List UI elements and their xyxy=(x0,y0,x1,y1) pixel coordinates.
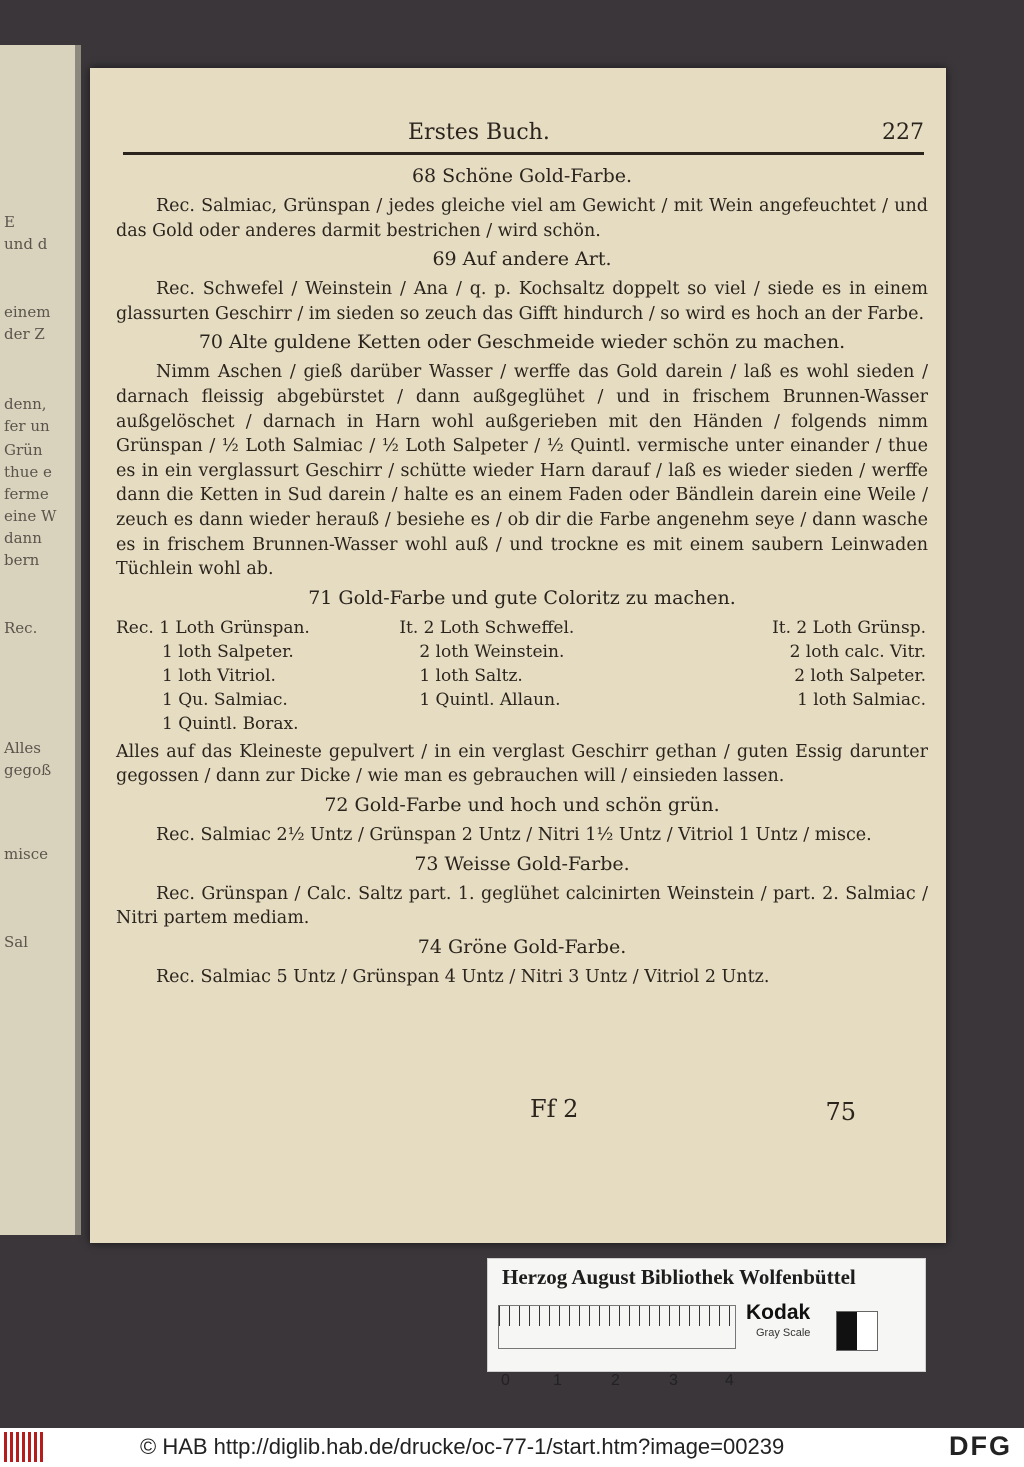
scale-number: 2 xyxy=(611,1372,620,1389)
previous-page-edge xyxy=(0,45,81,1235)
ingredient-line: It. 2 Loth Grünsp. xyxy=(772,617,926,638)
recipe-text: Alles auf das Kleineste gepulvert / in ein verglast Geschirr gethan / guten Essig darunter gegossen / dann zur Dicke / wie man es gebrauchen will / einsieden lassen. xyxy=(116,741,928,787)
recipe-heading: 72 Gold-Farbe und hoch und schön grün. xyxy=(324,793,720,816)
library-name: Herzog August Bibliothek Wolfenbüttel xyxy=(502,1265,856,1289)
ingredient-line: 1 Quintl. Allaun. xyxy=(419,689,561,710)
recipe-heading: 71 Gold-Farbe und gute Coloritz zu machen. xyxy=(308,586,736,609)
prev-fragment: gegoß xyxy=(4,761,52,779)
ingredient-line: 1 loth Saltz. xyxy=(419,665,523,686)
ingredient-line: 1 loth Vitriol. xyxy=(162,665,276,686)
recipe-heading: 70 Alte guldene Ketten oder Geschmeide wieder schön zu machen. xyxy=(198,331,846,354)
prev-fragment: dann xyxy=(4,529,42,547)
prev-fragment: fer un xyxy=(4,417,50,435)
ingredient-column xyxy=(663,616,928,736)
recipe-text: Rec. Salmiac, Grünspan / jedes gleiche viel am Gewicht / mit Wein angefeuchtet / und das Gold oder anderes darmit bestrichen / wird schön. xyxy=(116,196,928,241)
prev-fragment: Grün xyxy=(4,441,43,459)
prev-fragment: Alles xyxy=(4,739,42,757)
prev-fragment: E xyxy=(4,213,15,231)
dfg-logo: DFG xyxy=(949,1431,1012,1461)
book-page xyxy=(90,68,946,1243)
prev-fragment: misce xyxy=(4,845,48,863)
page-body xyxy=(116,160,928,989)
gray-swatch xyxy=(836,1311,878,1351)
prev-fragment: Rec. xyxy=(4,619,38,637)
scale-number: 0 xyxy=(501,1372,510,1389)
recipe-text: Nimm Aschen / gieß darüber Wasser / werffe das Gold darein / laß es wohl sieden / darnach fleissig abgebürstet / dann außgeglühet / und in frischem Brunnen-Wasser außgelöschet / darnach in Harn wohl außgerieben mit den Händen / folgends nimm Grünspan / ½ Loth Salmiac / ½ Loth Salpeter / ½ Quintl. vermische unter einander / thue es in ein verglassurt Geschirr / schütte wieder Harn darauf / laß es wieder sieden / werffe dann die Ketten in Sud darein / halte es an einem Faden oder Bändlein darein eine Weile / zeuch es dann wieder herauß / besiehe es / ob dir die Farbe angenehm seye / dann wasche es in frischem Brunnen-Wasser wohl auß / und trockne es mit einem saubern Leinwaden Tüchlein wohl ab. xyxy=(116,362,928,580)
recipe-text: Rec. Salmiac 2½ Untz / Grünspan 2 Untz / Nitri 1½ Untz / Vitriol 1 Untz / misce. xyxy=(156,824,872,845)
prev-fragment: einem xyxy=(4,303,51,321)
ingredient-line: Rec. 1 Loth Grünspan. xyxy=(116,617,310,638)
ingredient-column xyxy=(379,616,662,736)
scale-number: 3 xyxy=(669,1372,678,1389)
gray-scale-label: Gray Scale xyxy=(756,1327,811,1339)
library-color-card xyxy=(487,1258,926,1389)
prev-fragment: denn, xyxy=(4,395,47,413)
ingredient-line: 2 loth Salpeter. xyxy=(794,665,926,686)
scale-number: 1 xyxy=(553,1372,562,1389)
ingredient-line: 1 Qu. Salmiac. xyxy=(162,689,288,710)
recipe-heading: 74 Gröne Gold-Farbe. xyxy=(417,935,627,958)
catchword: 75 xyxy=(825,1098,856,1126)
source-url[interactable]: © HAB http://diglib.hab.de/drucke/oc-77-1/start.htm?image=00239 xyxy=(140,1434,785,1459)
prev-fragment: bern xyxy=(4,551,40,569)
ingredient-column xyxy=(116,616,379,736)
recipe-text: Rec. Grünspan / Calc. Saltz part. 1. geglühet calcinirten Weinstein / part. 2. Salmiac / Nitri partem mediam. xyxy=(116,883,928,929)
recipe-heading: 73 Weisse Gold-Farbe. xyxy=(414,852,630,875)
recipe-text: Rec. Schwefel / Weinstein / Ana / q. p. Kochsaltz doppelt so viel / siede es in einem glassurten Geschirr / im sieden so zeuch das Gifft hindurch / so wird es hoch an der Farbe. xyxy=(116,279,928,324)
ingredient-line: 1 loth Salpeter. xyxy=(162,641,294,662)
ingredient-columns xyxy=(116,616,928,736)
ingredient-line: 1 Quintl. Borax. xyxy=(162,713,299,734)
running-header xyxy=(123,118,924,155)
prev-fragment: ferme xyxy=(4,485,49,503)
prev-fragment: und d xyxy=(4,235,48,253)
recipe-text: Rec. Salmiac 5 Untz / Grünspan 4 Untz / Nitri 3 Untz / Vitriol 2 Untz. xyxy=(156,966,770,987)
viewer-footer xyxy=(0,1428,1024,1467)
recipe-heading: 69 Auf andere Art. xyxy=(432,248,612,271)
signature-mark: Ff 2 xyxy=(530,1095,579,1123)
prev-fragment: der Z xyxy=(4,325,45,343)
prev-fragment: Sal xyxy=(4,933,29,951)
prev-fragment: thue e xyxy=(4,463,52,481)
ruler-scale xyxy=(498,1305,736,1389)
scale-number: 4 xyxy=(725,1372,734,1389)
ingredient-line: 1 loth Salmiac. xyxy=(797,689,926,710)
prev-fragment: eine W xyxy=(4,507,57,525)
running-head-title: Erstes Buch. xyxy=(408,120,550,145)
kodak-logo: Kodak xyxy=(746,1301,811,1324)
ingredient-line: 2 loth calc. Vitr. xyxy=(789,641,926,662)
ingredient-line: It. 2 Loth Schweffel. xyxy=(399,617,575,638)
page-number: 227 xyxy=(882,120,924,145)
ingredient-line: 2 loth Weinstein. xyxy=(419,641,565,662)
hab-logo-icon xyxy=(4,1432,46,1462)
recipe-heading: 68 Schöne Gold-Farbe. xyxy=(411,165,633,187)
